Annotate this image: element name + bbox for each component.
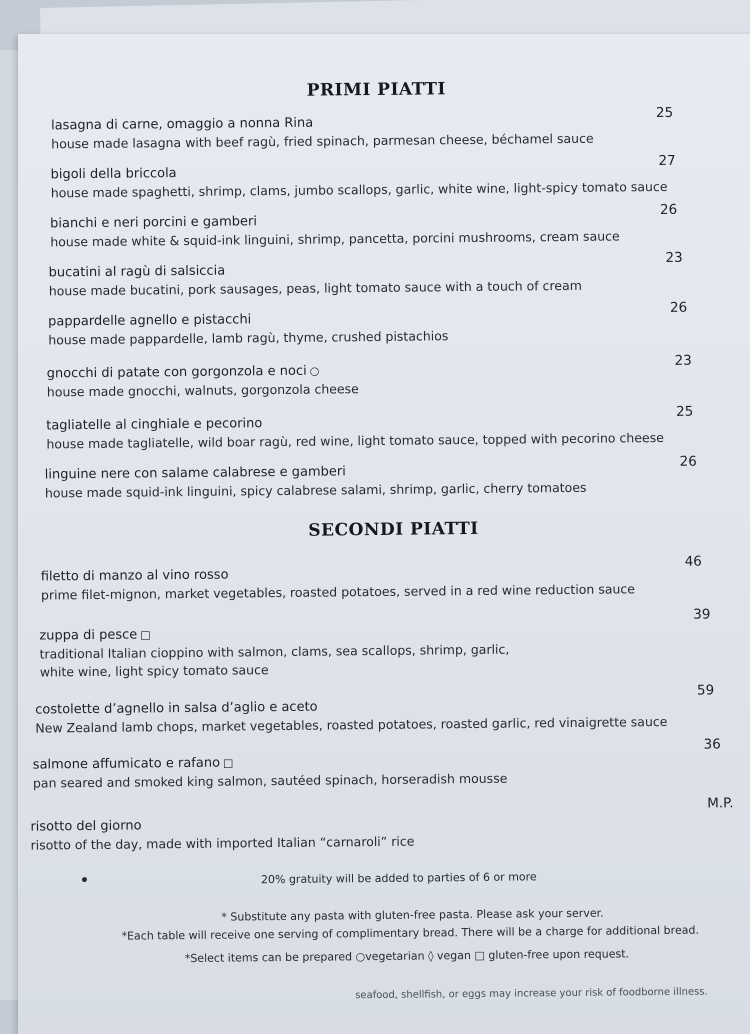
dish-description: house made pappardelle, lamb ragù, thyme, crushed pistachios xyxy=(48,328,449,348)
dish-description: house made spaghetti, shrimp, clams, jumbo scallops, garlic, white wine, light-spicy tomato sauce xyxy=(50,178,668,201)
dish-name: costolette d’agnello in salsa d’aglio e aceto xyxy=(35,699,318,718)
menu-item xyxy=(41,562,635,604)
dish-description: house made lasagna with beef ragù, fried spinach, parmesan cheese, béchamel sauce xyxy=(51,130,594,152)
gratuity-note: 20% gratuity will be added to parties of 6 or more xyxy=(260,870,537,887)
dish-price: 23 xyxy=(674,352,692,369)
section-title-primi: PRIMI PIATTI xyxy=(306,79,447,101)
dish-price: 25 xyxy=(676,403,694,420)
dish-price: 36 xyxy=(703,736,721,753)
dish-name: bucatini al ragù di salsiccia xyxy=(48,263,226,281)
dish-description: New Zealand lamb chops, market vegetables, roasted potatoes, roasted garlic, red vinaigrette sauce xyxy=(35,713,668,736)
dish-description: house made white & squid-ink linguini, shrimp, pancetta, porcini mushrooms, cream sauce xyxy=(50,228,620,250)
foodborne-illness-warning: seafood, shellfish, or eggs may increase your risk of foodborne illness. xyxy=(355,986,708,1002)
dish-price: 23 xyxy=(665,249,683,266)
paper-speck xyxy=(82,877,87,882)
menu-item xyxy=(45,461,587,503)
gluten-free-icon: □ xyxy=(222,756,234,770)
dish-description-continued: white wine, light spicy tomato sauce xyxy=(39,662,269,680)
dish-price: 26 xyxy=(679,453,697,470)
dish-price: 27 xyxy=(658,152,676,170)
menu-item xyxy=(46,411,664,453)
dish-description: house made tagliatelle, wild boar ragù, red wine, light tomato sauce, topped with pecorino cheese xyxy=(46,429,664,452)
dish-price: 46 xyxy=(684,553,702,570)
bread-note: *Each table will receive one serving of complimentary bread. There will be a charge for additional bread. xyxy=(121,923,699,943)
dietary-options-note: *Select items can be prepared ○vegetarian ◊ vegan □ gluten-free upon request. xyxy=(184,947,630,966)
dish-description: risotto of the day, made with imported Italian “carnaroli” rice xyxy=(30,833,415,853)
dish-name: bigoli della briccola xyxy=(50,166,177,183)
menu-item xyxy=(50,209,620,251)
menu-item xyxy=(48,309,448,349)
dish-name: linguine nere con salame calabrese e gamberi xyxy=(44,464,346,483)
dish-description: house made squid-ink linguini, spicy calabrese salami, shrimp, garlic, cherry tomatoes xyxy=(44,479,587,501)
dish-description: house made gnocchi, walnuts, gorgonzola cheese xyxy=(46,381,359,400)
dish-name: risotto del giorno xyxy=(30,818,142,835)
dish-name: filetto di manzo al vino rosso xyxy=(40,567,229,585)
menu-item xyxy=(35,695,667,738)
dish-name: pappardelle agnello e pistacchi xyxy=(48,312,252,330)
menu-item xyxy=(39,623,509,682)
menu-item xyxy=(51,112,594,154)
gluten-free-pasta-note: * Substitute any pasta with gluten-free pasta. Please ask your server. xyxy=(221,906,604,924)
dish-price: 26 xyxy=(669,299,688,316)
dish-price: 26 xyxy=(659,201,678,218)
dish-description: prime filet-mignon, market vegetables, roasted potatoes, served in a red wine reduction sauce xyxy=(40,581,636,603)
dish-name: bianchi e neri porcini e gamberi xyxy=(50,214,258,232)
menu-item xyxy=(49,259,582,301)
dish-price: 39 xyxy=(693,606,711,623)
dish-name: tagliatelle al cinghiale e pecorino xyxy=(46,416,263,434)
menu-item xyxy=(30,815,414,855)
dish-price: 59 xyxy=(696,682,715,699)
vegetarian-icon: ○ xyxy=(309,364,320,378)
menu-item xyxy=(47,362,359,401)
dish-name: lasagna di carne, omaggio a nonna Rina xyxy=(50,115,314,134)
dish-description: pan seared and smoked king salmon, sautéed spinach, horseradish mousse xyxy=(32,770,508,791)
gluten-free-icon: □ xyxy=(140,628,151,642)
dish-price: M.P. xyxy=(707,795,734,812)
dish-name: salmone affumicato e rafano □ xyxy=(32,755,234,773)
menu-item xyxy=(50,160,667,202)
dish-description: traditional Italian cioppino with salmon, clams, sea scallops, shrimp, garlic, xyxy=(39,641,510,662)
dish-price: 25 xyxy=(655,104,674,122)
section-title-secondi: SECONDI PIATTI xyxy=(308,518,479,541)
dish-name: gnocchi di patate con gorgonzola e noci ○ xyxy=(46,363,320,382)
menu-item xyxy=(33,752,508,793)
dish-description: house made bucatini, pork sausages, peas, light tomato sauce with a touch of cream xyxy=(48,277,582,299)
dish-name: zuppa di pesce □ xyxy=(39,627,151,644)
